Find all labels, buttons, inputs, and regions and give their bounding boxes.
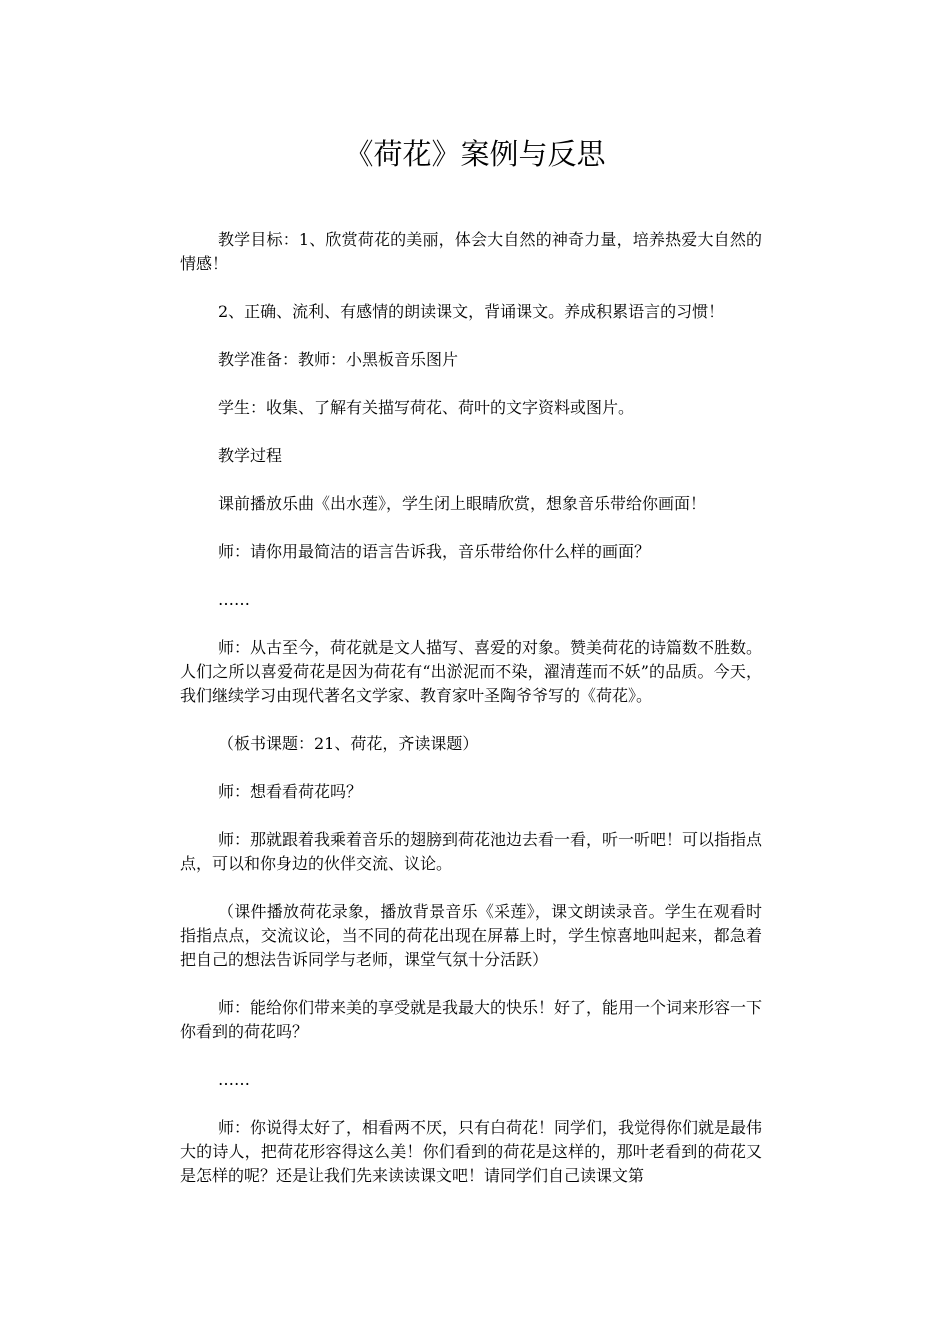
- paragraph-courseware-video: （课件播放荷花录象，播放背景音乐《采莲》，课文朗读录音。学生在观看时指指点点，交流议论，当不同的荷花出现在屏幕上时，学生惊喜地叫起来，都急着把自己的想法告诉同学与老师，课堂气氛十分活跃）: [180, 902, 762, 969]
- paragraph-process-heading: 教学过程: [218, 446, 283, 465]
- paragraph-pre-class-music: 课前播放乐曲《出水莲》，学生闭上眼睛欣赏，想象音乐带给你画面！: [218, 494, 707, 513]
- paragraph-teaching-goal-2: 2、正确、流利、有感情的朗读课文，背诵课文。养成积累语言的习惯！: [218, 302, 725, 321]
- paragraph-teacher-praise: 师：你说得太好了，相看两不厌，只有白荷花！同学们，我觉得你们就是最伟大的诗人，把荷花形容得这么美！你们看到的荷花是这样的，那叶老看到的荷花又是怎样的呢？还是让我们先来读读课文吧！请同学们自己读课文第: [180, 1118, 763, 1185]
- paragraph-teacher-question: 师：请你用最简洁的语言告诉我，音乐带给你什么样的画面？: [218, 542, 651, 561]
- document-body: [180, 228, 762, 1212]
- paragraph-teacher-ask-lotus: 师：想看看荷花吗？: [218, 782, 363, 801]
- paragraph-ellipsis-1: ……: [218, 590, 250, 609]
- paragraph-teaching-prep: 教学准备：教师：小黑板音乐图片: [218, 350, 459, 369]
- document-title: 《荷花》案例与反思: [344, 137, 606, 171]
- paragraph-teacher-describe-word: 师：能给你们带来美的享受就是我最大的快乐！好了，能用一个词来形容一下你看到的荷花吗？: [180, 998, 763, 1041]
- paragraph-student-prep: 学生：收集、了解有关描写荷花、荷叶的文字资料或图片。: [218, 398, 635, 417]
- paragraph-teacher-follow-music: 师：那就跟着我乘着音乐的翅膀到荷花池边去看一看，听一听吧！可以指指点点，可以和你身边的伙伴交流、议论。: [180, 830, 763, 873]
- paragraph-teacher-intro: 师：从古至今，荷花就是文人描写、喜爱的对象。赞美荷花的诗篇数不胜数。人们之所以喜爱荷花是因为荷花有“出淤泥而不染，濯清莲而不妖”的品质。今天，我们继续学习由现代著名文学家、教育家叶圣陶爷爷写的《荷花》。: [180, 638, 763, 705]
- paragraph-ellipsis-2: ……: [218, 1070, 250, 1089]
- paragraph-board-title: （板书课题：21、荷花，齐读课题）: [218, 734, 479, 753]
- paragraph-teaching-goal-1: 教学目标：1、欣赏荷花的美丽，体会大自然的神奇力量，培养热爱大自然的情感！: [180, 230, 762, 273]
